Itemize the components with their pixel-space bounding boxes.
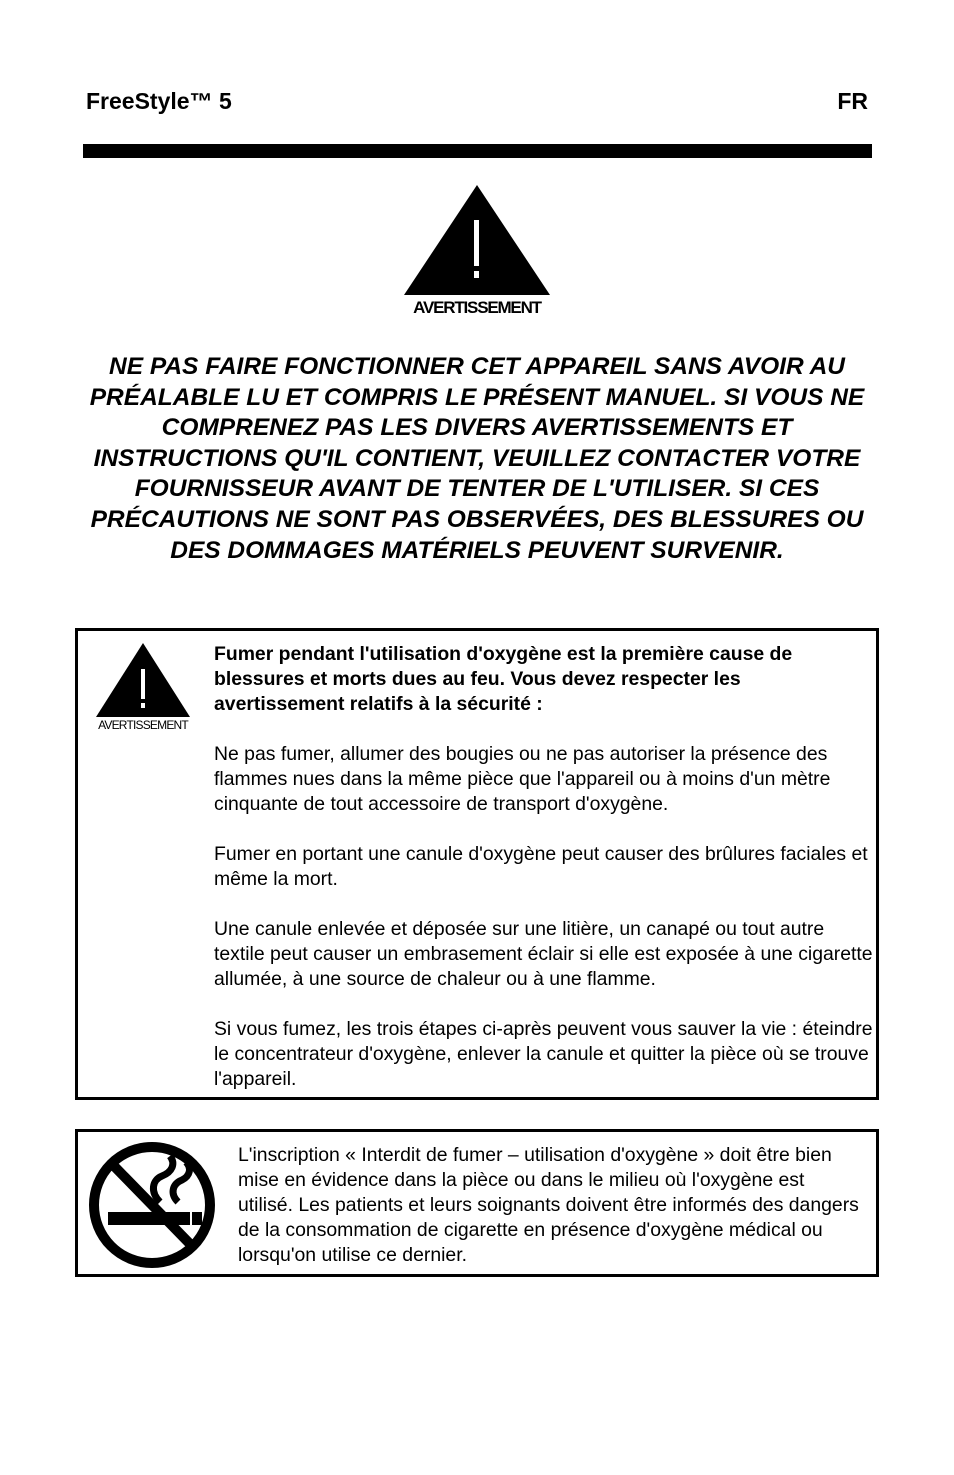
smoking-warning-paragraph: Si vous fumez, les trois étapes ci-après peuvent vous sauver la vie : éteindre le concentrateur d'oxygène, enlever la canule et quitter la pièce où se trouve l'appareil. bbox=[214, 1018, 873, 1090]
warning-icon-small bbox=[90, 641, 196, 735]
smoking-warning-paragraph: Une canule enlevée et déposée sur une litière, un canapé ou tout autre textile peut causer un embrasement éclair si elle est exposée à une cigarette allumée, à une source de chaleur ou à une flamme. bbox=[214, 918, 873, 990]
document-title: FreeStyle™ 5 bbox=[86, 88, 232, 114]
main-warning-text: NE PAS FAIRE FONCTIONNER CET APPAREIL SANS AVOIR AU PRÉALABLE LU ET COMPRIS LE PRÉSENT MANUEL. SI VOUS NE COMPRENEZ PAS LES DIVERS AVERTISSEMENTS ET INSTRUCTIONS QU'IL CONTIENT, VEUILLEZ CONTACTER VOTRE FOURNISSEUR AVANT DE TENTER DE L'UTILISER. SI CES PRÉCAUTIONS NE SONT PAS OBSERVÉES, DES BLESSURES OU DES DOMMAGES MATÉRIELS PEUVENT SURVENIR. bbox=[89, 353, 865, 564]
smoking-warning-paragraph: Fumer en portant une canule d'oxygène peut causer des brûlures faciales et même la mort. bbox=[214, 843, 868, 890]
warning-triangle-icon bbox=[90, 641, 196, 719]
smoking-warning-paragraph: Ne pas fumer, allumer des bougies ou ne pas autoriser la présence des flammes nues dans la même pièce que l'appareil ou à moins d'un mètre cinquante de tout accessoire de transport d'oxygène. bbox=[214, 743, 831, 815]
warning-icon-label: AVERTISSEMENT bbox=[98, 718, 188, 732]
no-smoking-icon bbox=[88, 1140, 220, 1272]
language-code: FR bbox=[837, 88, 868, 114]
warning-triangle-icon bbox=[398, 182, 556, 298]
no-smoking-text bbox=[238, 1143, 863, 1268]
no-smoking-paragraph: L'inscription « Interdit de fumer – utilisation d'oxygène » doit être bien mise en évidence dans la pièce ou dans le milieu où l'oxygène est utilisé. Les patients et leurs soignants doivent être informés des dangers de la consommation de cigarette en présence d'oxygène médical ou lorsqu'on utilise ce dernier. bbox=[238, 1144, 859, 1266]
smoking-warning-box bbox=[75, 628, 879, 1100]
header-divider bbox=[83, 144, 872, 158]
no-smoking-box bbox=[75, 1129, 879, 1277]
smoking-warning-intro: Fumer pendant l'utilisation d'oxygène est la première cause de blessures et morts dues au feu. Vous devez respecter les avertissement relatifs à la sécurité : bbox=[214, 643, 793, 715]
warning-icon-label: AVERTISSEMENT bbox=[413, 298, 541, 317]
smoking-warning-text bbox=[214, 642, 874, 1092]
warning-icon-large bbox=[398, 182, 556, 322]
